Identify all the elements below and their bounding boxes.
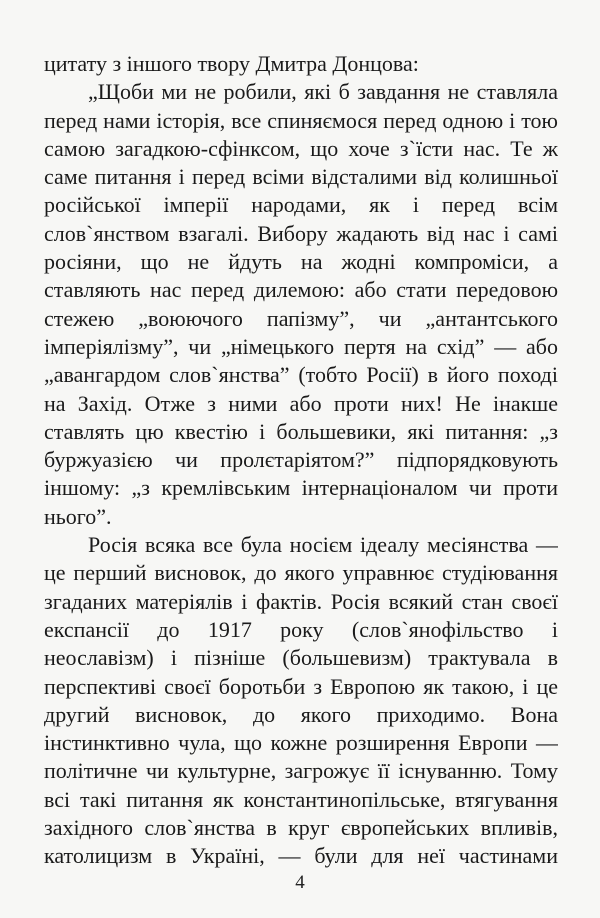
text-line: стежею „воюючого папізму”, чи „антантського <box>44 305 558 331</box>
text-line: ставлять цю квестію і большевики, які питання: „з <box>44 418 558 444</box>
text-line: неославізм) і пізніше (большевизм) трактувала в <box>44 645 558 671</box>
text-line: саме питання і перед всіми відсталими від колишньої <box>44 164 558 190</box>
text-line: слов`янством взагалі. Вибору жадають від нас і самі <box>44 220 558 246</box>
text-line: „авангардом слов`янства” (тобто Росії) в його поході <box>44 362 558 388</box>
text-line: російської імперії народами, як і перед всім <box>44 192 558 218</box>
text-line: „Щоби ми не робили, які б завдання не ставляла <box>88 79 558 105</box>
text-line: згаданих матеріялів і фактів. Росія всякий стан своєї <box>44 588 558 614</box>
paragraph-main <box>44 531 558 871</box>
text-line: експансії до 1917 року (слов`янофільство і <box>44 616 558 642</box>
text-line: нього”. <box>44 503 112 529</box>
text-line: перед нами історія, все спиняємося перед одною і тою <box>44 107 558 133</box>
text-line: імперіялізму”, чи „німецького пертя на схід” — або <box>44 333 558 359</box>
text-line: іншому: „з кремлівським інтернаціоналом чи проти <box>44 475 558 501</box>
text-line: буржуазією чи пролєтаріятом?” підпорядковують <box>44 447 558 473</box>
text-line: Росія всяка все була носієм ідеалу месіянства — <box>88 532 558 558</box>
text-line: політичне чи культурне, загрожує її існуванню. Тому <box>44 758 558 784</box>
text-line: західного слов`янства в круг європейських впливів, <box>44 815 558 841</box>
page-number: 4 <box>295 872 305 893</box>
text-line: цитату з іншого твору Дмитра Донцова: <box>44 51 419 76</box>
text-line: самою загадкою-сфінксом, що хоче з`їсти нас. Те ж <box>44 135 558 161</box>
text-line: росіяни, що не йдуть на жодні компроміси, а <box>44 249 558 275</box>
text-line: перспективі своєї боротьби з Европою як такою, і це <box>44 673 558 699</box>
body-text <box>44 50 558 871</box>
text-line: другий висновок, до якого приходимо. Вона <box>44 701 558 727</box>
text-line: ставляють нас перед дилемою: або стати передовою <box>44 277 558 303</box>
paragraph-intro <box>44 50 558 78</box>
text-line: на Захід. Отже з ними або проти них! Не інакше <box>44 390 558 416</box>
text-line: це перший висновок, до якого управнює студіювання <box>44 560 558 586</box>
text-line: інстинктивно чула, що кожне розширення Европи — <box>44 730 558 756</box>
paragraph-quote <box>44 78 558 531</box>
text-line: католицизм в Україні, — були для неї частинами <box>44 843 558 869</box>
text-line: всі такі питання як константинопільське, втягування <box>44 786 558 812</box>
